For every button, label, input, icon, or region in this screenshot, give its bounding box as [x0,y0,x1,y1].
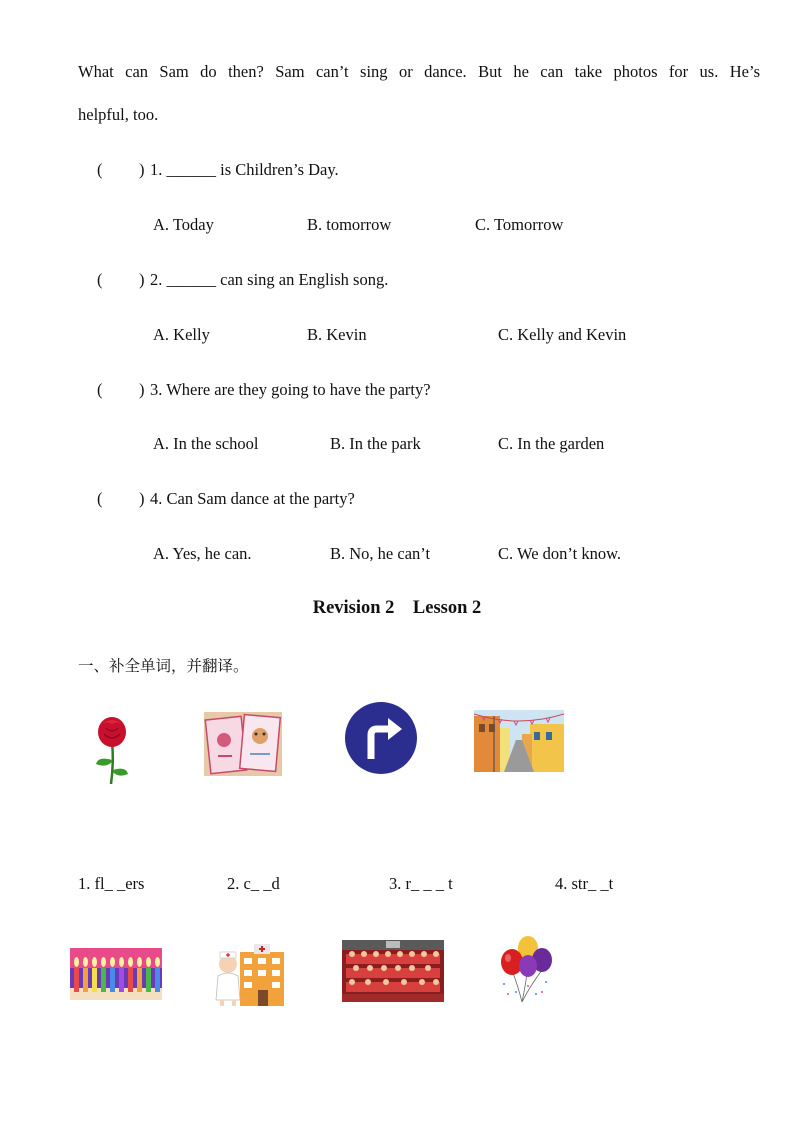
question-stem: 2. ______ can sing an English song. [150,270,389,289]
nurse-hospital-image [212,940,284,1008]
passage-line-1: What can Sam do then? Sam can’t sing or dance. But he can take photos for us. He’s [78,62,760,81]
option-b: B. tomorrow [307,215,392,234]
answer-paren-open[interactable]: ( [97,489,103,508]
option-c: C. In the garden [498,434,605,453]
word-blank-3[interactable]: 3. r_ _ _ t [389,874,453,893]
option-c: C. Kelly and Kevin [498,325,627,344]
question-stem: 3. Where are they going to have the party? [150,380,431,399]
question-stem: 4. Can Sam dance at the party? [150,489,355,508]
option-a: A. In the school [153,434,259,453]
balloons-image [498,934,554,1004]
option-c: C. We don’t know. [498,544,622,563]
cinema-audience-image [342,940,444,1002]
card-image [204,712,282,776]
answer-paren-open[interactable]: ( [97,160,103,179]
passage-line-2: helpful, too. [78,105,159,124]
word-blank-4[interactable]: 4. str_ _t [555,874,614,893]
street-image [474,710,564,772]
exercise-heading: 一、补全单词，并翻译。 [78,657,249,675]
answer-paren-close: ) [139,489,145,508]
option-b: B. No, he can’t [330,544,431,563]
option-a: A. Yes, he can. [153,544,252,563]
option-c: C. Tomorrow [475,215,564,234]
answer-paren-open[interactable]: ( [97,270,103,289]
word-blank-1[interactable]: 1. fl_ _ers [78,874,145,893]
candles-image [70,948,162,1000]
answer-paren-open[interactable]: ( [97,380,103,399]
question-stem: 1. ______ is Children’s Day. [150,160,339,179]
option-a: A. Today [153,215,214,234]
option-a: A. Kelly [153,325,210,344]
answer-paren-close: ) [139,380,145,399]
word-blank-2[interactable]: 2. c_ _d [227,874,280,893]
option-b: B. In the park [330,434,421,453]
rose-image [90,712,134,786]
option-b: B. Kevin [307,325,367,344]
turn-right-sign-image [344,701,418,775]
section-title: Revision 2 Lesson 2 [312,598,482,618]
answer-paren-close: ) [139,270,145,289]
answer-paren-close: ) [139,160,145,179]
